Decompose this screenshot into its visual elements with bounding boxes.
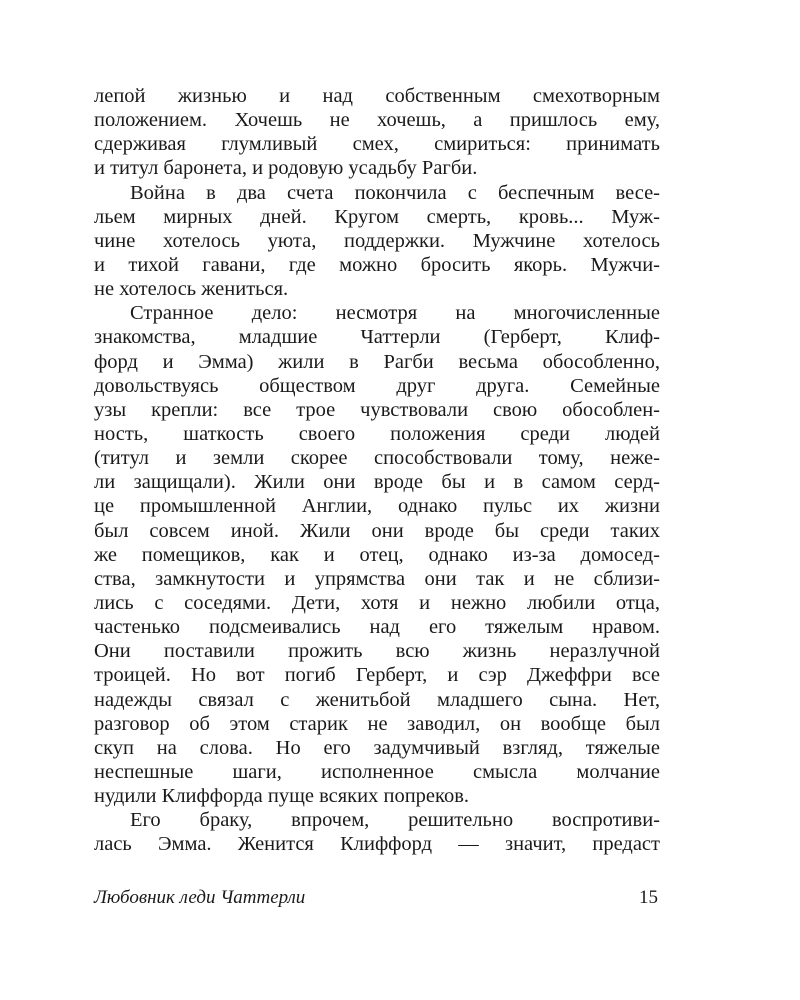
text-line: надежды связал с женитьбой младшего сына. Нет, [94, 688, 660, 711]
text-line: разговор об этом старик не заводил, он вообще был [94, 712, 660, 735]
text-line: Война в два счета покончила с беспечным весе- [130, 181, 660, 204]
text-line: форд и Эмма) жили в Рагби весьма обособленно, [94, 350, 660, 373]
text-line: узы крепли: все трое чувствовали свою обособлен- [94, 398, 660, 421]
text-line: нудили Клиффорда пуще всяких попреков. [94, 785, 469, 808]
text-line: це промышленной Англии, однако пульс их жизни [94, 495, 660, 518]
text-line: и тихой гавани, где можно бросить якорь. Мужчи- [94, 253, 660, 276]
text-line: чине хотелось уюта, поддержки. Мужчине хотелось [94, 229, 660, 252]
text-line: Странное дело: несмотря на многочисленные [130, 302, 660, 325]
paragraph [94, 301, 660, 808]
text-line: сдерживая глумливый смех, смириться: принимать [94, 133, 660, 156]
body-text [94, 84, 660, 857]
text-line: был совсем иной. Жили они вроде бы среди таких [94, 519, 660, 542]
text-line: и титул баронета, и родовую усадьбу Рагби. [94, 157, 478, 180]
running-title: Любовник леди Чаттерли [94, 887, 306, 908]
text-line: лись с соседями. Дети, хотя и нежно любили отца, [94, 591, 660, 614]
text-line: лепой жизнью и над собственным смехотворным [94, 85, 660, 107]
text-line: неспешные шаги, исполненное смысла молчание [94, 760, 660, 783]
text-line: льем мирных дней. Кругом смерть, кровь... Муж- [94, 205, 660, 228]
text-line: (титул и земли скорее способствовали тому, неже- [94, 447, 660, 470]
text-line: же помещиков, как и отец, однако из-за домосед- [94, 543, 660, 566]
text-line: довольствуясь обществом друг друга. Семейные [94, 374, 660, 397]
page-number: 15 [639, 887, 658, 908]
text-line: скуп на слова. Но его задумчивый взгляд, тяжелые [94, 736, 660, 759]
text-line: Они поставили прожить всю жизнь неразлучной [94, 640, 660, 663]
text-line: частенько подсмеивались над его тяжелым нравом. [94, 616, 660, 639]
paragraph [94, 84, 660, 181]
text-line: положением. Хочешь не хочешь, а пришлось ему, [94, 109, 660, 132]
paragraph [94, 181, 660, 302]
text-line: ность, шаткость своего положения среди людей [94, 422, 660, 445]
text-line: лась Эмма. Женится Клиффорд — значит, предаст [94, 833, 660, 856]
text-line: ли защищали). Жили они вроде бы и в самом серд- [94, 471, 660, 494]
text-line: троицей. Но вот погиб Герберт, и сэр Джеффри все [94, 664, 660, 687]
page-footer [94, 887, 660, 913]
text-line: знакомства, младшие Чаттерли (Герберт, Клиф- [94, 326, 660, 349]
paragraph [94, 808, 660, 856]
text-line: Его браку, впрочем, решительно воспротиви- [130, 809, 660, 832]
text-line: ства, замкнутости и упрямства они так и не сблизи- [94, 567, 660, 590]
text-line: не хотелось жениться. [94, 278, 289, 301]
